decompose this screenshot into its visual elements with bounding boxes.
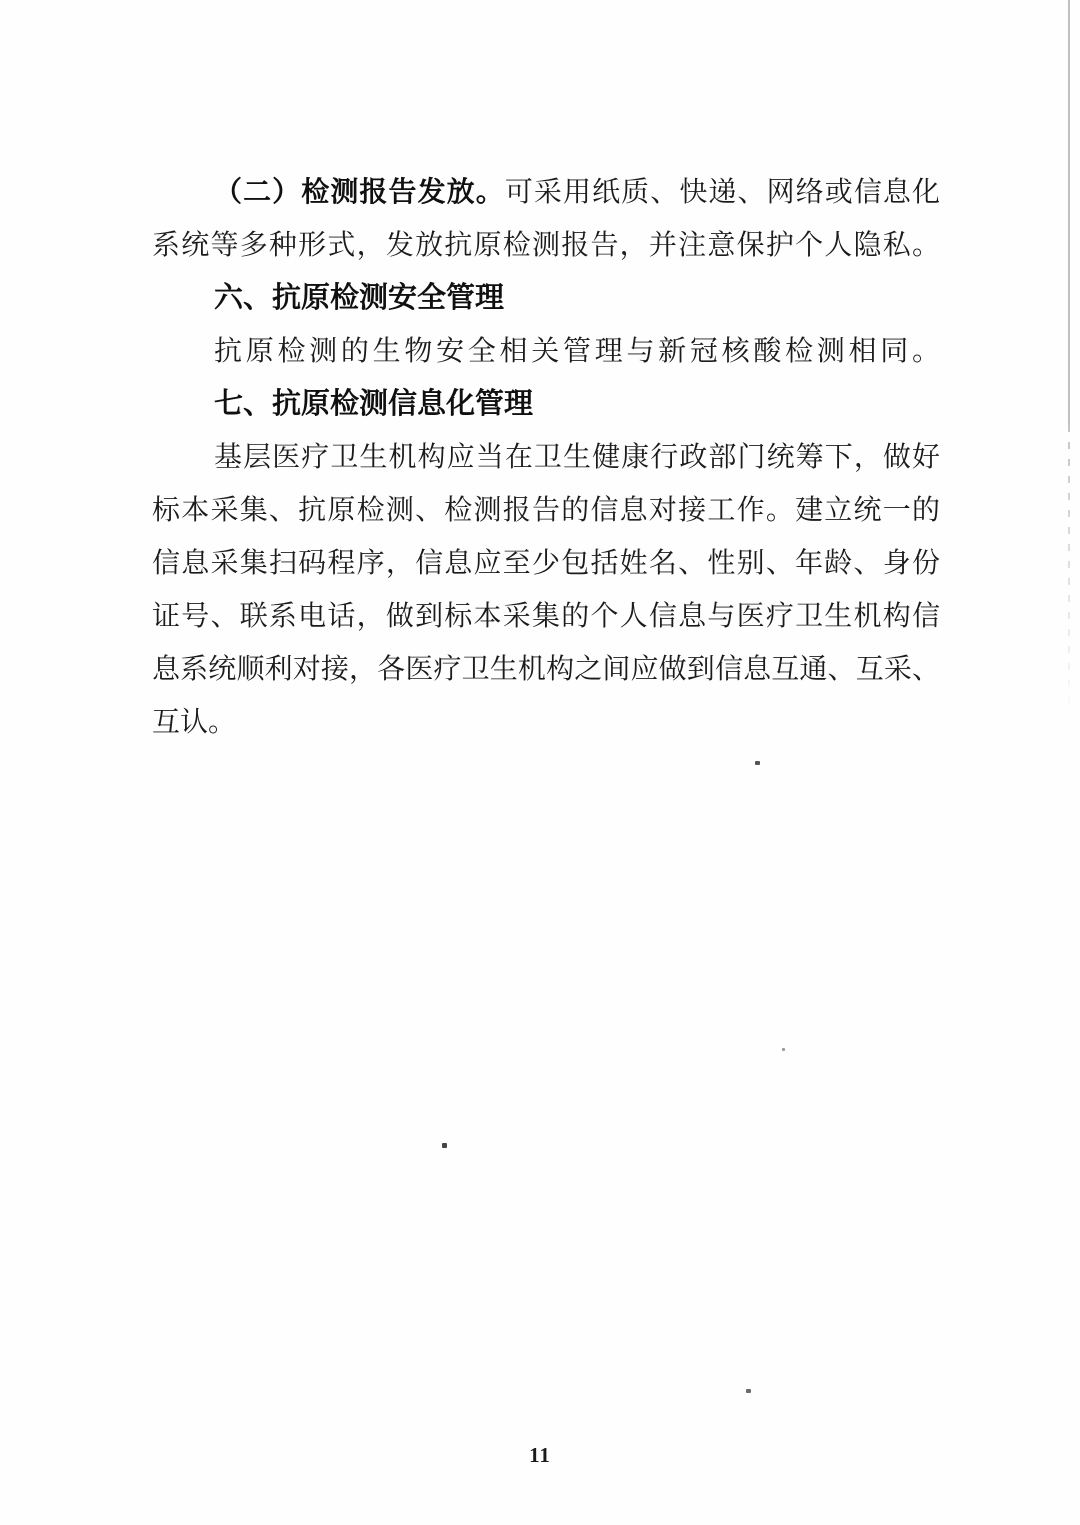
scan-speck	[442, 1143, 447, 1148]
text-segment: 七、抗原检测信息化管理	[214, 388, 534, 420]
text-segment: 可采用纸质、快递、网络或信息化	[504, 177, 940, 208]
text-line	[152, 696, 940, 749]
section-heading	[152, 378, 940, 431]
scan-artifact-vertical-line	[1068, 0, 1070, 425]
scan-speck	[782, 1048, 785, 1051]
scan-speck	[755, 761, 760, 765]
text-segment: 证号、联系电话，做到标本采集的个人信息与医疗卫生机构信	[152, 601, 940, 632]
text-line	[152, 484, 940, 537]
section-heading	[152, 272, 940, 325]
text-line	[152, 325, 940, 378]
scan-artifact-vertical-dashes	[1068, 425, 1070, 715]
text-segment: 互认。	[152, 707, 237, 738]
text-line	[152, 590, 940, 643]
text-line	[152, 166, 940, 219]
text-segment: 基层医疗卫生机构应当在卫生健康行政部门统筹下，做好	[214, 442, 940, 473]
text-segment: 标本采集、抗原检测、检测报告的信息对接工作。建立统一的	[152, 495, 940, 526]
text-segment: 六、抗原检测安全管理	[214, 282, 505, 314]
page-number: 11	[529, 1443, 551, 1467]
document-body	[152, 166, 940, 749]
text-line	[152, 431, 940, 484]
text-segment: （二）检测报告发放。	[214, 177, 505, 208]
text-line	[152, 643, 940, 696]
scan-speck	[746, 1389, 751, 1393]
text-segment: 息系统顺利对接，各医疗卫生机构之间应做到信息互通、互采、	[152, 654, 940, 685]
text-segment: 信息采集扫码程序，信息应至少包括姓名、性别、年龄、身份	[152, 548, 940, 579]
text-segment: 系统等多种形式，发放抗原检测报告，并注意保护个人隐私。	[152, 230, 940, 261]
text-line	[152, 219, 940, 272]
text-segment: 抗原检测的生物安全相关管理与新冠核酸检测相同。	[214, 336, 940, 367]
text-line	[152, 537, 940, 590]
